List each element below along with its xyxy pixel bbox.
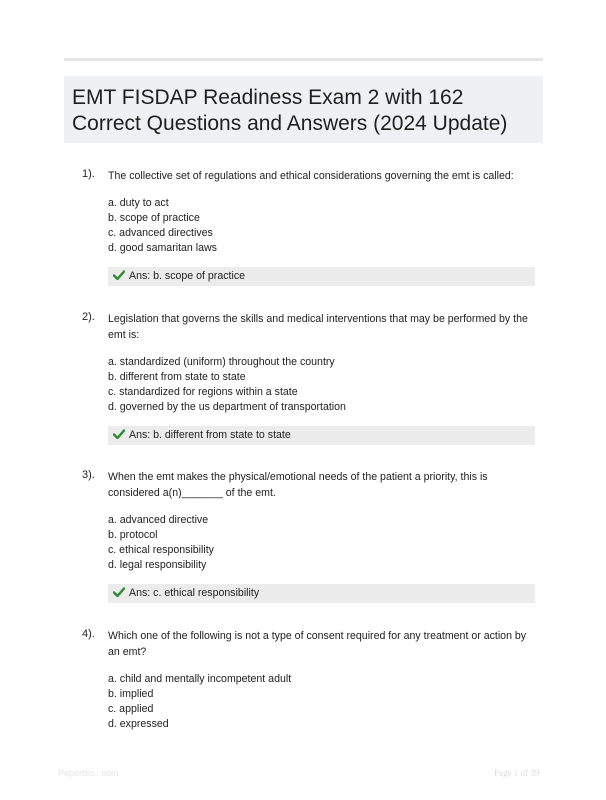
option-list [108, 672, 291, 732]
question-number: 1). [82, 168, 95, 180]
question-text: Which one of the following is not a type of consent required for any treatment or action by an emt? [108, 630, 527, 658]
option-d: d. legal responsibility [108, 559, 207, 571]
option-b: b. protocol [108, 529, 158, 541]
answer-box [108, 426, 535, 445]
question-number: 3). [82, 469, 95, 481]
answer-text: Ans: c. ethical responsibility [129, 587, 260, 599]
option-list [108, 355, 346, 415]
question-text: When the emt makes the physical/emotional needs of the patient a priority, this is considered a(n)_______ of the emt. [108, 471, 488, 499]
question-number: 4). [82, 628, 95, 640]
top-divider [64, 58, 543, 61]
option-d: d. good samaritan laws [108, 242, 217, 254]
question-text: The collective set of regulations and ethical considerations governing the emt is called: [108, 170, 514, 182]
option-d: d. governed by the us department of transportation [108, 401, 346, 413]
page-number: Page 1 of 39 [494, 768, 540, 778]
page-title: EMT FISDAP Readiness Exam 2 with 162 Correct Questions and Answers (2024 Update) [72, 86, 508, 135]
checkmark-icon [113, 587, 125, 597]
option-b: b. different from state to state [108, 371, 246, 383]
question-text: Legislation that governs the skills and medical interventions that may be performed by the emt is: [108, 313, 528, 341]
answer-text: Ans: b. different from state to state [129, 429, 291, 441]
option-a: a. duty to act [108, 197, 169, 209]
option-a: a. child and mentally incompetent adult [108, 673, 292, 685]
option-d: d. expressed [108, 718, 169, 730]
option-c: c. standardized for regions within a state [108, 386, 298, 398]
answer-box [108, 267, 535, 286]
option-list [108, 196, 217, 256]
title-banner [64, 76, 543, 143]
option-b: b. implied [108, 688, 154, 700]
option-c: c. applied [108, 703, 154, 715]
checkmark-icon [113, 429, 125, 439]
option-c: c. ethical responsibility [108, 544, 214, 556]
footer-watermark: Paperblo...com [58, 768, 119, 778]
answer-box [108, 584, 535, 603]
option-b: b. scope of practice [108, 212, 200, 224]
option-c: c. advanced directives [108, 227, 213, 239]
question-number: 2). [82, 311, 95, 323]
option-list [108, 513, 214, 573]
option-a: a. standardized (uniform) throughout the country [108, 356, 335, 368]
answer-text: Ans: b. scope of practice [129, 270, 246, 282]
option-a: a. advanced directive [108, 514, 209, 526]
checkmark-icon [113, 270, 125, 280]
